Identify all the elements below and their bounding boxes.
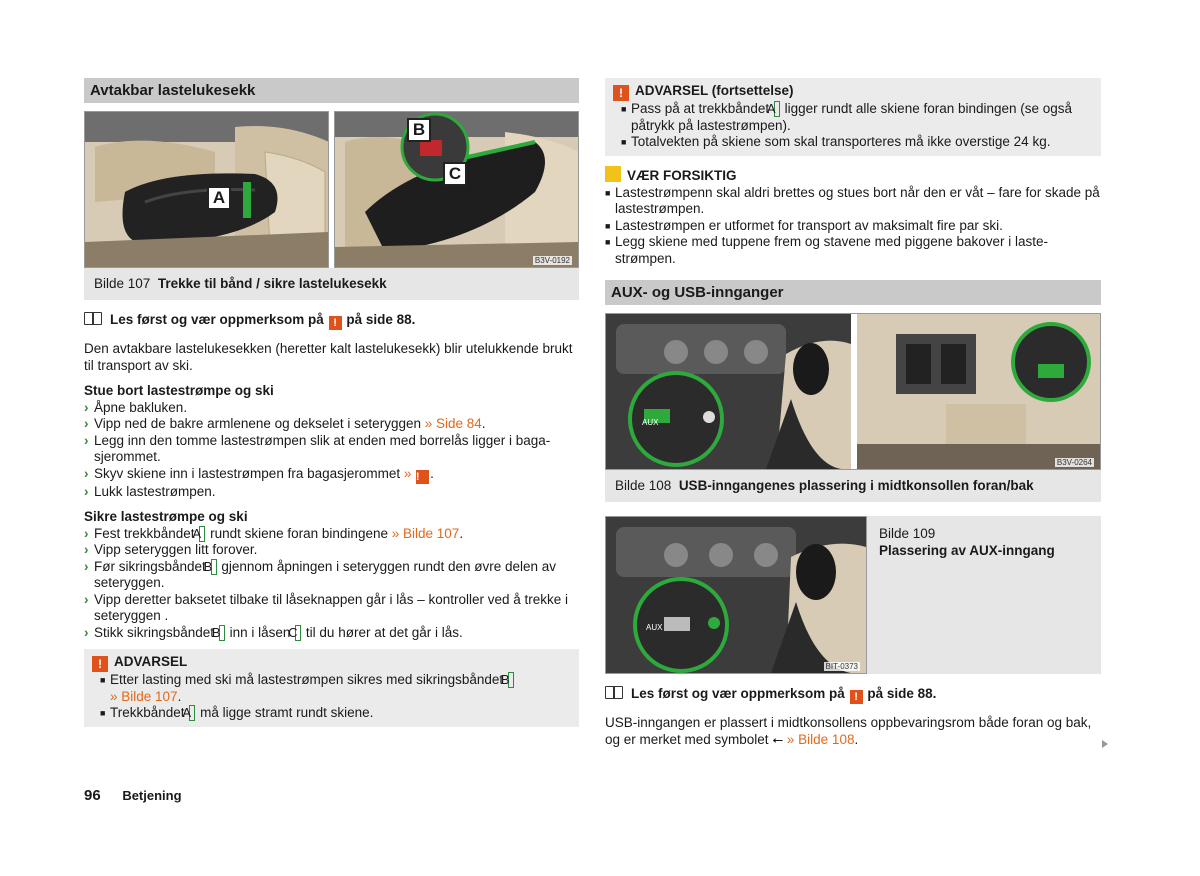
warning-box	[84, 649, 579, 727]
aux-console-illustration	[606, 517, 866, 673]
caution-heading: VÆR FORSIKTIG	[605, 166, 1101, 185]
side-84-link[interactable]: » Side 84	[424, 416, 482, 431]
label-box-a: A	[189, 705, 195, 721]
intro-text: Den avtakbare lastelukesekken (heretter kalt lastelukesekk) blir utelukkende brukt til transport av ski.	[84, 341, 573, 373]
caution-icon	[605, 166, 621, 182]
warning-bullet-2: ■ Trekkbåndet A må ligge stramt rundt skiene.	[100, 705, 374, 720]
figure-caption-108	[605, 470, 1101, 502]
stow-step-3: › Legg inn den tomme lastestrømpen slik at enden med borrelås ligger i bagasjerommet.	[84, 432, 551, 464]
ski-bag-illustration-2	[335, 112, 579, 267]
page-number: 96	[84, 787, 101, 804]
chevron-right-icon: ›	[84, 542, 89, 557]
chevron-right-icon: ›	[84, 416, 89, 431]
figure-title: Trekke til bånd / sikre lastelukesekk	[157, 276, 387, 291]
label-box-b: B	[219, 625, 225, 641]
page-footer	[84, 787, 182, 804]
warning-icon: !	[329, 316, 342, 330]
section-title-aux-usb: AUX- og USB-innganger	[605, 280, 1101, 305]
bilde-108-link[interactable]: » Bilde 108	[786, 731, 855, 747]
warning-bullet-1: ■ Etter lasting med ski må lastestrømpen sikres med sikringsbåndet B » Bilde 107.	[92, 672, 571, 705]
next-page-arrow-icon	[1102, 740, 1108, 748]
secure-step-2: › Vipp seteryggen litt forover.	[84, 542, 258, 557]
secure-step-3: › Før sikringsbåndet B gjennom åpningen i seteryggen rundt den øvre delen av seteryggen.	[84, 558, 557, 590]
figure-code-107: B3V-0192	[534, 256, 570, 265]
label-a: A	[207, 186, 231, 210]
warning-icon: !	[92, 656, 108, 672]
label-box-b: B	[508, 672, 514, 688]
secure-step-4: › Vipp deretter baksetet tilbake til låseknappen går i lås – kontroller ved å trekke i seteryggen .	[84, 591, 569, 623]
label-c: C	[443, 162, 467, 186]
chevron-right-icon: ›	[84, 624, 89, 640]
usb-console-illustration	[606, 314, 1100, 469]
chevron-right-icon: ›	[84, 465, 89, 481]
figure-number: Bilde 109	[879, 526, 936, 541]
warning-icon: !	[850, 690, 863, 704]
label-box-a: A	[774, 101, 780, 117]
photo-aux-location	[605, 516, 867, 674]
aux-label: AUX	[646, 623, 663, 632]
read-first-note: Les først og vær oppmerksom på ! på side 88.	[84, 312, 579, 330]
figure-number: Bilde 107	[94, 276, 151, 291]
caution-bullet-1: ■ Lastestrømpenn skal aldri brettes og stues bort når den er våt – fare for skade på lastestrømpen.	[605, 184, 1100, 216]
figure-title: USB-inngangenes plassering i midtkonsollen foran/bak	[678, 478, 1034, 493]
photo-usb-locations	[605, 313, 1101, 470]
usb-text: USB-inngangen er plassert i midtkonsollens oppbevaringsrom både foran og bak, og er merket med symbolet ⭠ » Bilde 108.	[605, 715, 1092, 747]
caution-bullet-2: ■ Lastestrømpen er utformet for transport av maksimalt fire par ski.	[605, 217, 1003, 233]
warning-icon: !	[416, 470, 429, 484]
section-title-ski-bag: Avtakbar lastelukesekk	[84, 78, 579, 103]
aux-label: AUX	[642, 418, 659, 427]
left-column	[84, 78, 579, 727]
figure-caption-109	[867, 516, 1067, 674]
figure-109	[605, 516, 1101, 674]
figure-code-108: B3V-0264	[1056, 458, 1092, 467]
secure-step-5: › Stikk sikringsbåndet B inn i låsen C til du hører at det går i lås.	[84, 624, 463, 640]
book-icon	[605, 686, 623, 699]
stow-step-5: › Lukk lastestrømpen.	[84, 483, 216, 499]
warning-ref-link[interactable]: »	[403, 465, 412, 481]
right-column	[605, 78, 1101, 748]
figure-code-109: BIT-0373	[825, 662, 858, 671]
figure-number: Bilde 108	[615, 478, 672, 493]
figure-title: Plassering av AUX-inngang	[879, 542, 1055, 558]
bilde-107-link[interactable]: » Bilde 107	[110, 688, 178, 704]
figure-107-photos	[84, 111, 579, 268]
label-b: B	[407, 118, 431, 142]
chevron-right-icon: ›	[84, 432, 89, 448]
secure-step-1: › Fest trekkbåndet A rundt skiene foran bindingene » Bilde 107.	[84, 525, 464, 541]
warning-continued-box	[605, 78, 1101, 156]
stow-step-1: › Åpne bakluken.	[84, 399, 188, 415]
warning-cont-bullet-2: ■ Totalvekten på skiene som skal transporteres må ikke overstige 24 kg.	[621, 134, 1051, 149]
chapter-name: Betjening	[122, 788, 182, 803]
label-box-b: B	[211, 559, 217, 575]
chevron-right-icon: ›	[84, 483, 89, 499]
stow-step-4: › Skyv skiene inn i lastestrømpen fra bagasjerommet » ! .	[84, 465, 434, 483]
caution-bullet-3: ■ Legg skiene med tuppene frem og stavene med piggene bakover i lastestrømpen.	[605, 234, 1049, 266]
stow-step-2: › Vipp ned de bakre armlenene og dekselet i seteryggen » Side 84.	[84, 416, 486, 431]
page-ref-link[interactable]: på side 88.	[867, 686, 937, 701]
warning-continued-heading: ! ADVARSEL (fortsettelse)	[613, 82, 1093, 101]
bilde-107-link[interactable]: » Bilde 107	[391, 525, 460, 541]
chevron-right-icon: ›	[84, 558, 89, 574]
photo-ski-bag-lock	[334, 111, 579, 268]
chevron-right-icon: ›	[84, 399, 89, 415]
stow-heading: Stue bort lastestrømpe og ski	[84, 383, 274, 398]
warning-cont-bullet-1: ■ Pass på at trekkbåndet A ligger rundt alle skiene foran bindingen (se også påtrykk på lastestrømpen).	[621, 101, 1073, 133]
warning-heading: ! ADVARSEL	[92, 653, 571, 672]
usb-symbol-icon: ⭠	[772, 731, 784, 747]
chevron-right-icon: ›	[84, 525, 89, 541]
label-box-c: C	[295, 625, 301, 641]
photo-ski-bag-strap	[84, 111, 329, 268]
chevron-right-icon: ›	[84, 591, 89, 607]
read-first-note: Les først og vær oppmerksom på ! på side 88.	[605, 686, 1101, 704]
page-ref-link[interactable]: på side 88.	[346, 312, 416, 327]
secure-heading: Sikre lastestrømpe og ski	[84, 509, 248, 524]
book-icon	[84, 312, 102, 325]
label-box-a: A	[199, 526, 205, 542]
figure-caption-107	[84, 268, 579, 300]
warning-icon: !	[613, 85, 629, 101]
